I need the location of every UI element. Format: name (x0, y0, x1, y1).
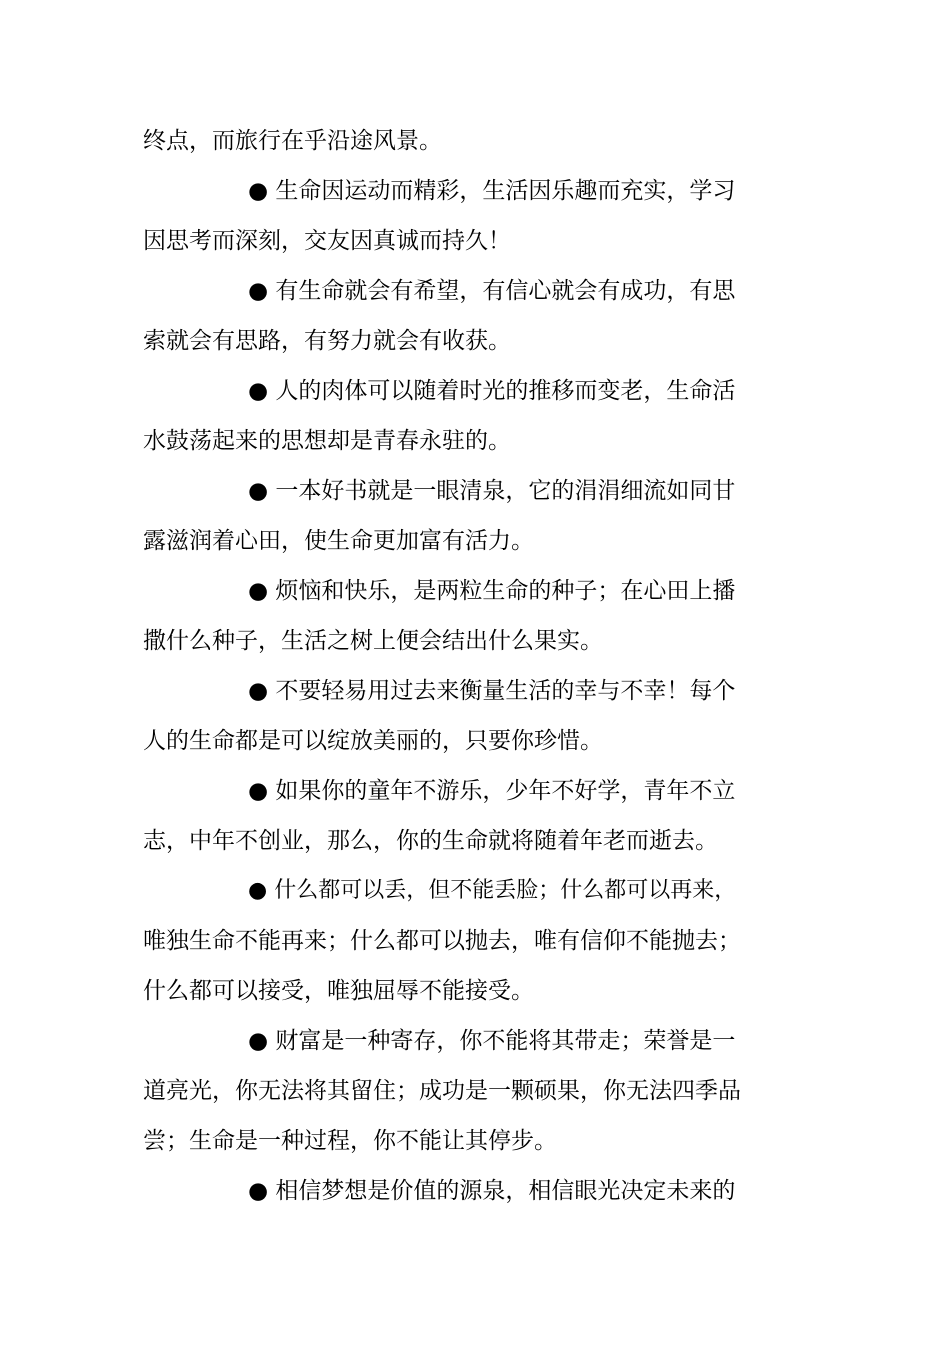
bullet-line: ● 相信梦想是价值的源泉，相信眼光决定未来的 (248, 1178, 736, 1204)
bullet-line: ● 人的肉体可以随着时光的推移而变老，生命活 (248, 378, 736, 404)
text-line: 尝；生命是一种过程，你不能让其停步。 (143, 1128, 557, 1154)
text-line: 道亮光，你无法将其留住；成功是一颗硕果，你无法四季品 (143, 1078, 741, 1104)
text-line: 志，中年不创业，那么，你的生命就将随着年老而逝去。 (143, 828, 718, 854)
bullet-line: ● 有生命就会有希望，有信心就会有成功，有思 (248, 278, 736, 304)
bullet-line: ● 不要轻易用过去来衡量生活的幸与不幸！每个 (248, 678, 736, 704)
text-line: 终点，而旅行在乎沿途风景。 (143, 128, 442, 154)
text-line: 水鼓荡起来的思想却是青春永驻的。 (143, 428, 511, 454)
text-line: 露滋润着心田，使生命更加富有活力。 (143, 528, 534, 554)
bullet-line: ● 烦恼和快乐，是两粒生命的种子；在心田上播 (248, 578, 736, 604)
bullet-line: ● 一本好书就是一眼清泉，它的涓涓细流如同甘 (248, 478, 736, 504)
text-line: 人的生命都是可以绽放美丽的，只要你珍惜。 (143, 728, 603, 754)
bullet-line: ● 财富是一种寄存，你不能将其带走；荣誉是一 (248, 1028, 736, 1054)
text-line: 索就会有思路，有努力就会有收获。 (143, 328, 511, 354)
text-line: 唯独生命不能再来；什么都可以抛去，唯有信仰不能抛去； (143, 928, 741, 954)
bullet-line: ● 生命因运动而精彩，生活因乐趣而充实，学习 (248, 178, 736, 204)
bullet-line: ● 如果你的童年不游乐，少年不好学，青年不立 (248, 778, 736, 804)
text-line: 因思考而深刻，交友因真诚而持久！ (143, 228, 511, 254)
text-line: 什么都可以接受，唯独屈辱不能接受。 (143, 978, 534, 1004)
bullet-line: ● 什么都可以丢，但不能丢脸；什么都可以再来， (248, 878, 737, 903)
text-line: 撒什么种子，生活之树上便会结出什么果实。 (143, 628, 603, 654)
